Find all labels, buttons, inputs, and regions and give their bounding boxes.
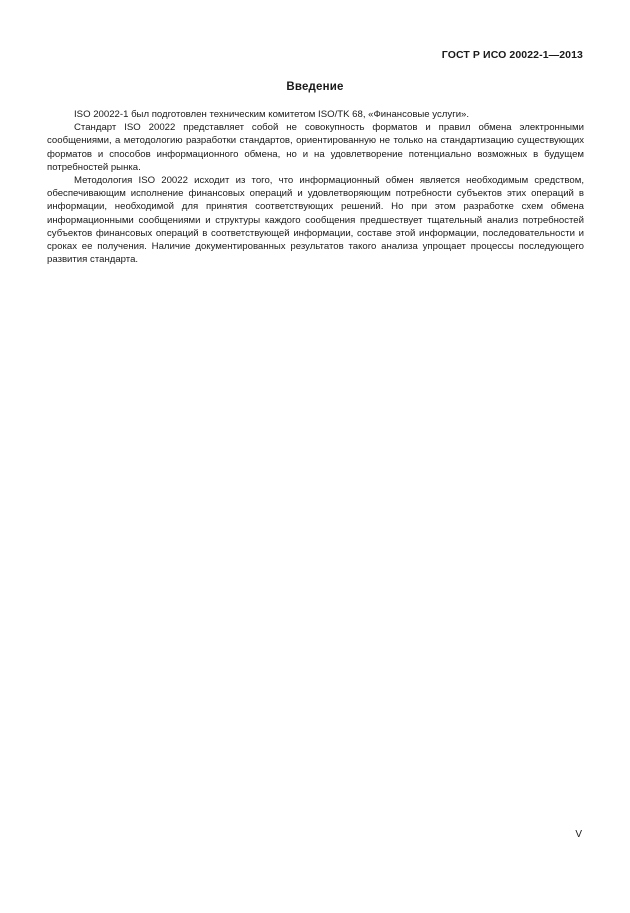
paragraph: Методология ISO 20022 исходит из того, что информационный обмен является необходимым средством, обеспечивающим исполнение финансовых операций и удовлетворяющим потребности субъектов этих операций в информации, необходимой для принятия соответствующих решений. Но при этом разработке схем обмена информационными сообщениями и структуры каждого сообщения предшествует тщательный анализ потребностей субъектов финансовых операций в соответствующей информации, составе этой информации, последовательности и сроках ее получения. Наличие документированных результатов такого анализа упрощает процессы последующего развития стандарта. bbox=[47, 175, 584, 266]
section-title: Введение bbox=[286, 81, 344, 93]
page-number: V bbox=[575, 829, 582, 840]
introduction-body bbox=[47, 108, 584, 266]
paragraph: Стандарт ISO 20022 представляет собой не совокупность форматов и правил обмена электронными сообщениями, а методологию разработки стандартов, ориентированную не только на стандартизацию существующих форматов и способов информационного обмена, но и на удовлетворение потенциально возможных в будущем потребностей рынка. bbox=[47, 122, 584, 173]
standard-designation: ГОСТ Р ИСО 20022-1—2013 bbox=[441, 49, 583, 61]
paragraph: ISO 20022-1 был подготовлен техническим комитетом ISO/TK 68, «Финансовые услуги». bbox=[74, 109, 470, 120]
